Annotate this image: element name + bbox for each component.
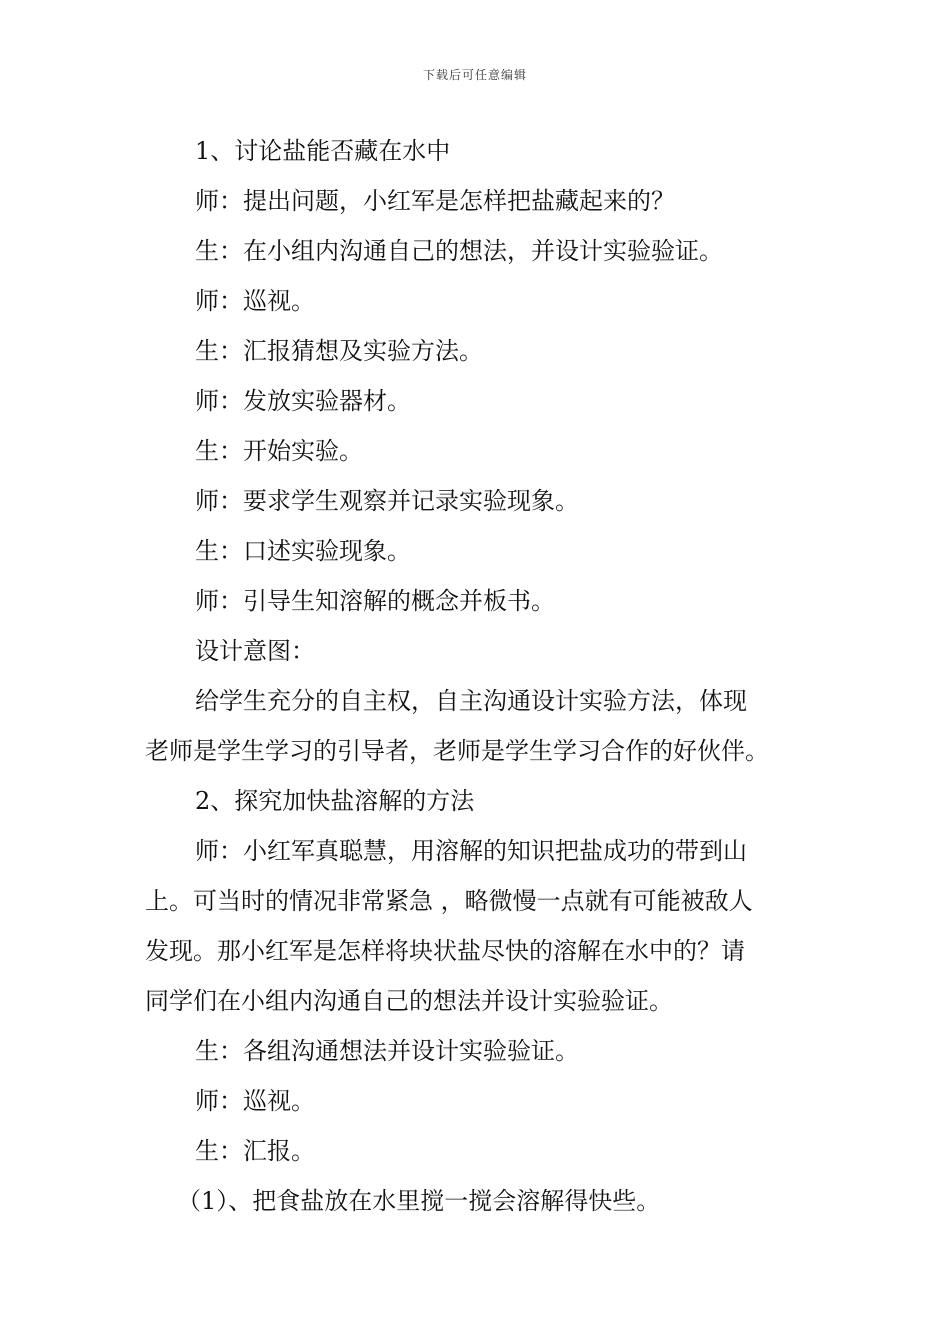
dialogue-line: 师：提出问题，小红军是怎样把盐藏起来的？ [195,187,675,215]
dialogue-line: 师：巡视。 [195,1087,315,1115]
paragraph-line: 上。可当时的情况非常紧急 ，略微慢一点就有可能被敌人 [145,887,753,915]
dialogue-line: 师：要求学生观察并记录实验现象。 [195,487,579,515]
list-item: （1）、把食盐放在水里搅一搅会溶解得快些。 [177,1187,661,1215]
dialogue-line: 师：发放实验器材。 [195,387,411,415]
dialogue-line: 生：在小组内沟通自己的想法，并设计实验验证。 [195,237,723,265]
paragraph-line: 同学们在小组内沟通自己的想法并设计实验验证。 [145,987,673,1015]
dialogue-line: 师：引导生知溶解的概念并板书。 [195,587,555,615]
dialogue-line: 师：巡视。 [195,287,315,315]
section-heading-1: 1、讨论盐能否藏在水中 [195,137,451,165]
paragraph-line: 师：小红军真聪慧，用溶解的知识把盐成功的带到山 [195,837,747,865]
document-body [145,126,810,1226]
dialogue-line: 生：开始实验。 [195,437,363,465]
section-heading-2: 2、探究加快盐溶解的方法 [195,787,475,815]
dialogue-line: 生：口述实验现象。 [195,537,411,565]
dialogue-line: 生：各组沟通想法并设计实验验证。 [195,1037,579,1065]
dialogue-line: 生：汇报猜想及实验方法。 [195,337,483,365]
page-header-note: 下载后可任意编辑 [422,68,527,82]
paragraph-line: 发现。那小红军是怎样将块状盐尽快的溶解在水中的？请 [145,937,745,965]
design-intent-label: 设计意图： [195,637,315,665]
paragraph-line: 给学生充分的自主权，自主沟通设计实验方法，体现 [195,687,747,715]
paragraph-line: 老师是学生学习的引导者，老师是学生学习合作的好伙伴。 [145,737,769,765]
dialogue-line: 生：汇报。 [195,1137,315,1165]
